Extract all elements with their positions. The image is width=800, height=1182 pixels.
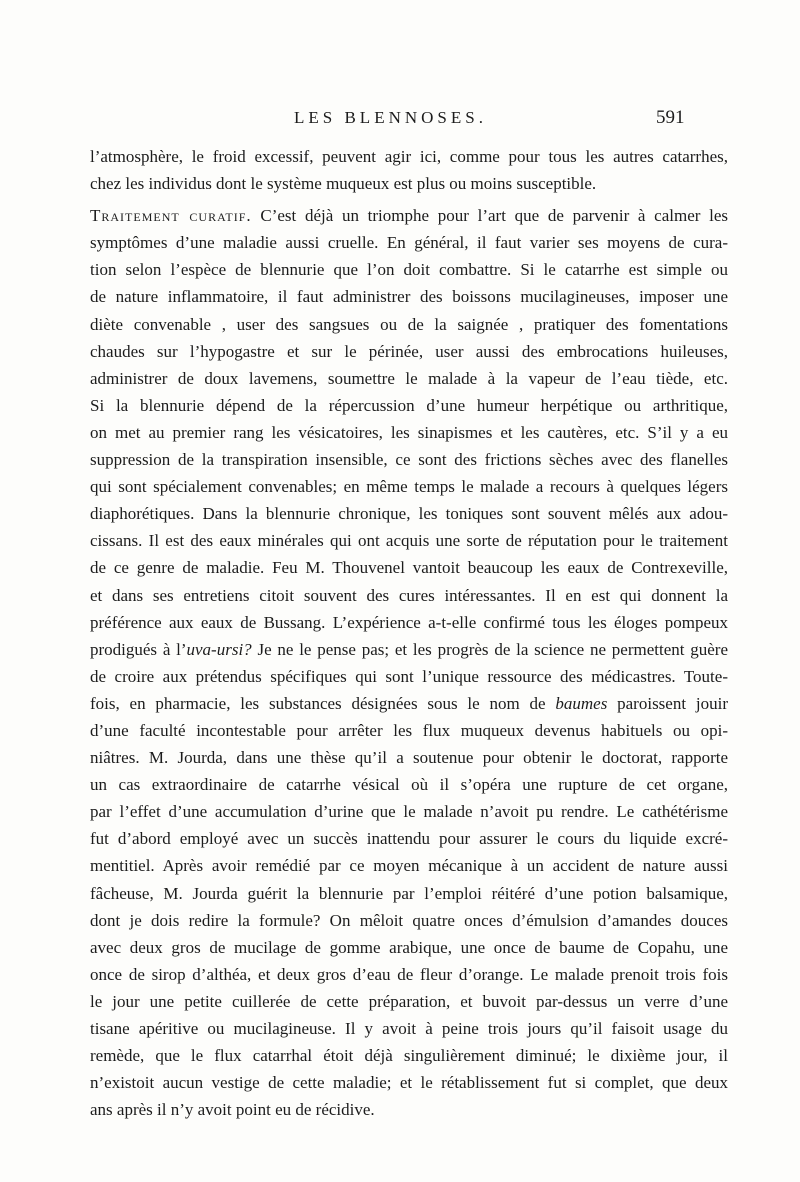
page-number: 591 — [656, 107, 685, 128]
text-line: qui sont spécialement convenables; en même temps le malade a recours à quelques légers — [90, 477, 728, 497]
body-text — [90, 143, 728, 1123]
text-line: chaudes sur l’hypogastre et sur le périnée, user aussi des embrocations huileuses, — [90, 341, 728, 361]
text-line: tisane apéritive ou mucilagineuse. Il y avoit à peine trois jours qu’il faisoit usage du — [90, 1019, 728, 1038]
text-line: de nature inflammatoire, il faut administrer des boissons mucilagineuses, imposer une — [90, 287, 728, 307]
text-line: fois, en pharmacie, les substances désignées sous le nom de baumes paroissent jouir — [90, 693, 728, 713]
text-line: niâtres. M. Jourda, dans une thèse qu’il a soutenue pour obtenir le doctorat, rapporte — [90, 748, 728, 768]
running-header — [0, 108, 800, 136]
text-line: ans après il n’y avoit point eu de récidive. — [90, 1100, 375, 1120]
text-line: cissans. Il est des eaux minérales qui ont acquis une sorte de réputation pour le traitement — [90, 531, 728, 551]
text-line: on met au premier rang les vésicatoires, les sinapismes et les cautères, etc. S’il y a eu — [90, 422, 728, 442]
text-line: symptômes d’une maladie aussi cruelle. En général, il faut varier ses moyens de cura- — [90, 233, 728, 253]
text-line: préférence aux eaux de Bussang. L’expérience a-t-elle confirmé tous les éloges pompeux — [90, 612, 728, 632]
text-line: once de sirop d’althéa, et deux gros d’eau de fleur d’orange. Le malade prenoit trois fois — [90, 964, 728, 984]
text-line: n’existoit aucun vestige de cette maladie; et le rétablissement fut si complet, que deux — [90, 1073, 728, 1093]
text-line: l’atmosphère, le froid excessif, peuvent agir ici, comme pour tous les autres catarrhes, — [90, 147, 728, 166]
text-line: Si la blennurie dépend de la répercussion d’une humeur herpétique ou arthritique, — [90, 395, 728, 415]
text-line: diaphorétiques. Dans la blennurie chronique, les toniques sont souvent mêlés aux adou- — [90, 504, 728, 524]
italic-term: baumes — [555, 693, 608, 713]
text-line: mentitiel. Après avoir remédié par ce moyen mécanique à un accident de nature aussi — [90, 856, 728, 876]
text-line: de ce genre de maladie. Feu M. Thouvenel vantoit beaucoup les eaux de Contrexeville, — [90, 558, 728, 578]
text-line: un cas extraordinaire de catarrhe vésical où il s’opéra une rupture de cet organe, — [90, 775, 728, 795]
text-line: par l’effet d’une accumulation d’urine que le malade n’avoit pu rendre. Le cathétérisme — [90, 802, 728, 822]
text-line: Traitement curatif. C’est déjà un triomphe pour l’art que de parvenir à calmer les — [90, 206, 728, 226]
text-line: de croire aux prétendus spécifiques qui sont l’unique ressource des médicastres. Toute- — [90, 666, 728, 686]
text-line: le jour une petite cuillerée de cette préparation, et buvoit par-dessus un verre d’une — [90, 991, 728, 1011]
text-line: prodigués à l’uva-ursi? Je ne le pense pas; et les progrès de la science ne permettent guère — [90, 639, 728, 659]
italic-term: uva-ursi? — [186, 639, 252, 659]
text-line: remède, que le flux catarrhal étoit déjà singulièrement diminué; le dixième jour, il — [90, 1046, 728, 1066]
text-line: et dans ses entretiens citoit souvent des cures intéressantes. Il en est qui donnent la — [90, 585, 728, 605]
text-line: chez les individus dont le système muqueux est plus ou moins susceptible. — [90, 174, 597, 194]
text-line: suppression de la transpiration insensible, ce sont des frictions sèches avec des flanelles — [90, 450, 728, 470]
text-line: fut d’abord employé avec un succès inattendu pour assurer le cours du liquide excré- — [90, 829, 728, 849]
text-line: tion selon l’espèce de blennurie que l’on doit combattre. Si le catarrhe est simple ou — [90, 260, 728, 280]
text-line: diète convenable , user des sangsues ou de la saignée , pratiquer des fomentations — [90, 314, 728, 334]
text-line: fâcheuse, M. Jourda guérit la blennurie par l’emploi réitéré d’une potion balsamique, — [90, 883, 728, 903]
text-line: administrer de doux lavemens, soumettre le malade à la vapeur de l’eau tiède, etc. — [90, 368, 728, 388]
text-line: d’une faculté incontestable pour arrêter les flux muqueux devenus habituels ou opi- — [90, 720, 728, 740]
text-line: dont je dois redire la formule? On mêloit quatre onces d’émulsion d’amandes douces — [90, 910, 728, 930]
section-heading: Traitement curatif. — [90, 206, 252, 226]
text-line: avec deux gros de mucilage de gomme arabique, une once de baume de Copahu, une — [90, 937, 728, 957]
running-title: LES BLENNOSES. — [294, 108, 487, 127]
